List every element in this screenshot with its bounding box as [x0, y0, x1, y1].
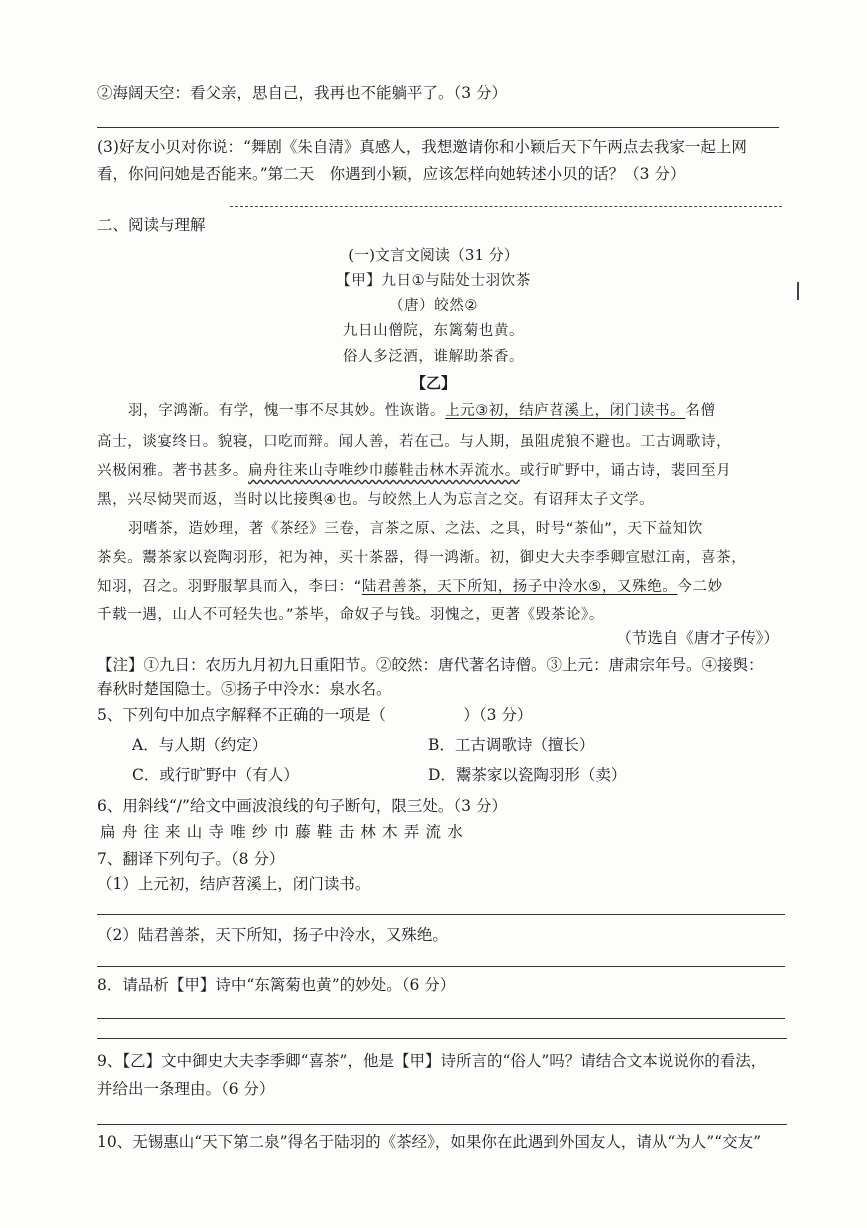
answer-line — [97, 966, 785, 967]
margin-mark — [797, 282, 799, 300]
prose-text: 或行旷野中，诵古诗，裴回至月 — [519, 463, 732, 479]
question-10-line1: 10、无锡惠山“天下第二泉”得名于陆羽的《茶经》，如果你在此遇到外国友人，请从“为人”“交友” — [97, 1133, 762, 1151]
poem-author: （唐）皎然② — [388, 298, 479, 314]
answer-line — [97, 1018, 785, 1019]
option-b: B．工古调歌诗（擅长） — [428, 736, 595, 754]
poem-line-1: 九日山僧院，东篱菊也黄。 — [342, 323, 525, 339]
answer-line — [97, 914, 785, 915]
answer-line — [97, 1038, 787, 1039]
prose-text: 兴极闲雅。著书甚多。 — [97, 463, 248, 479]
underlined-sentence: 上元③初，结庐苕溪上，闭门读书。 — [445, 403, 686, 419]
question-2-text: ②海阔天空：看父亲，思自己，我再也不能躺平了。（3 分） — [97, 84, 508, 102]
question-9-line2: 并给出一条理由。（6 分） — [97, 1080, 275, 1098]
prose-p2-line1: 羽嗜茶，造妙理，著《茶经》三卷，言茶之原、之法、之具，时号“茶仙”，天下益知饮 — [128, 521, 703, 537]
section-subtitle: (一)文言文阅读（31 分） — [348, 246, 519, 264]
prose-text: 今二妙 — [677, 579, 723, 595]
option-d: D．鬻茶家以瓷陶羽形（卖） — [428, 766, 627, 784]
prose-label: 【乙】 — [410, 374, 456, 392]
answer-line — [230, 206, 782, 207]
question-7-sentence-2: （2）陆君善茶，天下所知，扬子中泠水，又殊绝。 — [97, 926, 448, 944]
wavy-underlined-sentence: 扁舟往来山寺唯纱巾藤鞋击林木弄流水。 — [248, 463, 520, 479]
question-3-line1: (3)好友小贝对你说：“舞剧《朱自清》真感人，我想邀请你和小颖后天下午两点去我家一起上网 — [97, 138, 747, 156]
question-9-line1: 9、【乙】文中御史大夫李季卿“喜茶”，他是【甲】诗所言的“俗人”吗？请结合文本说说你的看法， — [97, 1052, 767, 1070]
prose-text: 知羽，召之。羽野服挈具而入，李曰：“ — [97, 579, 362, 595]
answer-line — [97, 1124, 787, 1125]
notes-line-2: 春秋时楚国隐士。⑤扬子中泠水：泉水名。 — [97, 680, 392, 698]
question-7-stem: 7、翻译下列句子。（8 分） — [97, 850, 285, 868]
prose-p1-line4: 黑，兴尽恸哭而返，当时以比接舆④也。与皎然上人为忘言之交。有诏拜太子文学。 — [97, 492, 655, 508]
underlined-sentence: 陆君善茶，天下所知，扬子中泠水⑤，又殊绝。 — [361, 579, 678, 595]
prose-p2-line4: 千载一遇，山人不可轻失也。”茶毕，命奴子与钱。羽愧之，更著《毁茶论》。 — [97, 607, 605, 623]
question-7-sentence-1: （1）上元初，结庐苕溪上，闭门读书。 — [97, 875, 371, 893]
prose-p1-line1 — [128, 400, 715, 422]
option-a: A．与人期（约定） — [132, 736, 268, 754]
notes-line-1: 【注】①九日：农历九月初九日重阳节。②皎然：唐代著名诗僧。③上元：唐肃宗年号。④接舆： — [97, 656, 764, 674]
section-title: 二、阅读与理解 — [97, 216, 206, 234]
question-5-stem: 5、下列句中加点字解释不正确的一项是（ ）（3 分） — [97, 706, 533, 724]
prose-p2-line2: 茶矣。鬻茶家以瓷陶羽形，祀为神，买十茶器，得一鸿渐。初，御史大夫李季卿宣慰江南，喜茶， — [97, 550, 747, 566]
prose-text: 名僧 — [685, 403, 716, 419]
prose-p1-line2: 高士，谈宴终日。貌寝，口吃而辩。闻人善，若在己。与人期，虽阻虎狼不避也。工古调歌诗， — [97, 434, 732, 450]
prose-text: 羽，字鸿渐。有学，愧一事不尽其妙。性诙谐。 — [128, 403, 446, 419]
option-c: C．或行旷野中（有人） — [132, 766, 299, 784]
question-6-sentence: 扁舟往来山寺唯纱巾藤鞋击林木弄流水 — [100, 823, 469, 841]
question-3-line2: 看，你问问她是否能来。”第二天 你遇到小颖，应该怎样向她转述小贝的话？（3 分） — [97, 165, 686, 183]
answer-line — [97, 127, 779, 128]
poem-title: 【甲】九日①与陆处士羽饮茶 — [336, 273, 531, 289]
prose-p2-line3 — [97, 576, 723, 598]
question-6-stem: 6、用斜线“/”给文中画波浪线的句子断句，限三处。（3 分） — [97, 797, 507, 815]
prose-source: （节选自《唐才子传》） — [616, 629, 779, 647]
prose-p1-line3 — [97, 460, 731, 482]
question-8-stem: 8．请品析【甲】诗中“东篱菊也黄”的妙处。（6 分） — [97, 976, 456, 994]
poem-line-2: 俗人多泛酒，谁解助茶香。 — [342, 349, 525, 365]
